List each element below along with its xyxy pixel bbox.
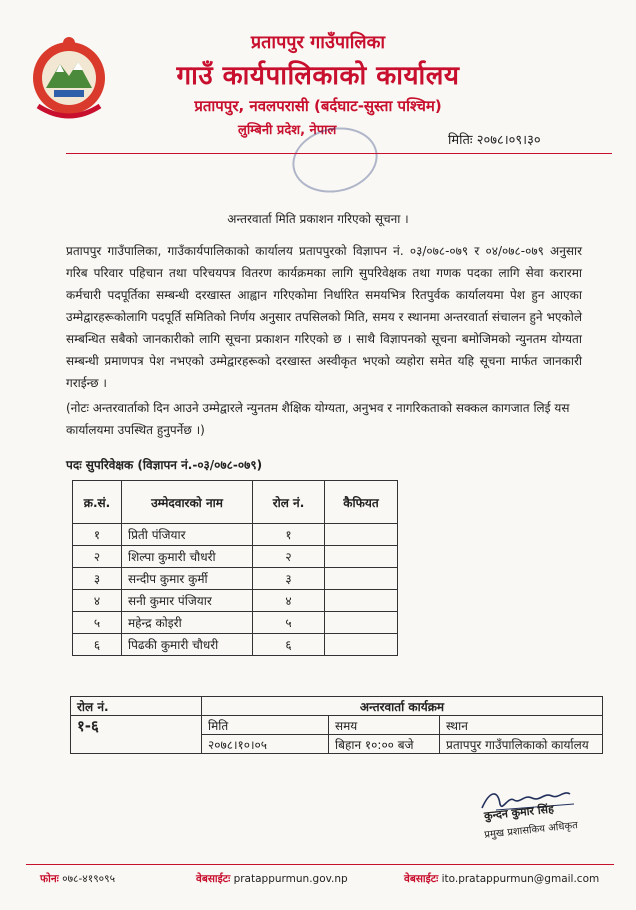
cell-name: प्रिती पंजियार xyxy=(122,524,253,546)
website-label: वेबसाईटः xyxy=(196,873,231,885)
notice-note: (नोटः अन्तरवार्ताको दिन आउने उम्मेद्वारले न्युनतम शैक्षिक योग्यता, अनुभव र नागरिकताको सक्कल कागजात लिई यस कार्यालयमा उपस्थित हुनुपर्नेछ ।) xyxy=(66,401,570,437)
interview-place: प्रतापपुर गाउँपालिकाको कार्यालय xyxy=(440,735,603,754)
cell-name: सनी कुमार पंजियार xyxy=(122,590,253,612)
roll-header: रोल नं. xyxy=(71,697,202,716)
interview-header-row xyxy=(71,697,603,716)
cell-sn: ५ xyxy=(73,612,122,634)
notice-paragraph: प्रतापपुर गाउँपालिका, गाउँकार्यपालिकाको कार्यालय प्रतापपुरको विज्ञापन नं. ०३/०७८-०७९ र ०४/०७८-०७९ अनुसार गरिब परिवार पहिचान तथा परिचयपत्र वितरण कार्यक्रमका लागि सुपरिवेक्षक तथा गणक पदका लागि सेवा करारमा कर्मचारी पदपूर्तिका सम्बन्धी दरखास्त आह्वान गरिएकोमा निर्धारित समयभित्र रितपुर्वक कार्यालयमा पेश हुन आएका उम्मेद्वारहरूकोलागि पदपूर्ति समितिको निर्णय अनुसार तपसिलको मिति, समय र स्थानमा अन्तरवार्ता संचालन हुने भएकोले सम्बन्धित सबैको जानकारीको लागि सूचना प्रकाशन गरिएको छ । साथै विज्ञापनको सूचना बमोजिमको न्युनतम योग्यता सम्बन्धी प्रमाणपत्र पेश नभएको उम्मेद्वारहरूको दरखास्त अस्वीकृत भएको व्यहोरा समेत यहि सूचना मार्फत जानकारी गराईन्छ । xyxy=(66,244,582,390)
candidates-table xyxy=(72,480,398,656)
post-title: पदः सुपरिवेक्षक (विज्ञापन नं.-०३/०७८-०७९) xyxy=(66,458,263,472)
email-label: वेबसाईटः xyxy=(404,873,439,885)
col-header-sn: क्र.सं. xyxy=(73,481,122,524)
date-value: २०७८।०९।३० xyxy=(476,133,541,148)
col-header-place: स्थान xyxy=(440,716,603,735)
footer-email xyxy=(404,872,599,886)
cell-remarks xyxy=(325,546,398,568)
footer-website xyxy=(196,872,348,886)
table-row xyxy=(73,612,398,634)
footer-divider xyxy=(26,864,614,865)
cell-sn: ३ xyxy=(73,568,122,590)
cell-roll: ४ xyxy=(253,590,325,612)
table-row xyxy=(73,590,398,612)
date-label: मितिः xyxy=(448,133,473,148)
province-name: लुम्बिनी प्रदेश, नेपाल xyxy=(238,123,337,138)
cell-sn: १ xyxy=(73,524,122,546)
cell-sn: ६ xyxy=(73,634,122,656)
cell-name: शिल्पा कुमारी चौधरी xyxy=(122,546,253,568)
interview-time: बिहान १०:०० बजे xyxy=(329,735,440,754)
col-header-roll: रोल नं. xyxy=(253,481,325,524)
signatory-name: कुन्दन कुमार सिंह xyxy=(483,802,555,823)
cell-remarks xyxy=(325,590,398,612)
interview-subheader-row xyxy=(71,716,603,735)
cell-remarks xyxy=(325,612,398,634)
office-name: गाउँ कार्यपालिकाको कार्यालय xyxy=(176,61,460,91)
cell-roll: ५ xyxy=(253,612,325,634)
cell-roll: ३ xyxy=(253,568,325,590)
col-header-name: उम्मेदवारको नाम xyxy=(122,481,253,524)
cell-name: पिढकी कुमारी चौधरी xyxy=(122,634,253,656)
phone-label: फोनः xyxy=(40,873,59,885)
col-header-remarks: कैफियत xyxy=(325,481,398,524)
email-address: ito.pratappurmun@gmail.com xyxy=(441,873,600,885)
cell-remarks xyxy=(325,524,398,546)
office-address: प्रतापपुर, नवलपरासी (बर्दघाट-सुस्ता पश्चिम) xyxy=(194,97,442,115)
footer-phone xyxy=(40,872,115,886)
table-row xyxy=(73,546,398,568)
cell-name: महेन्द्र कोइरी xyxy=(122,612,253,634)
roll-range: १-६ xyxy=(71,716,202,754)
table-row xyxy=(73,568,398,590)
cell-remarks xyxy=(325,634,398,656)
municipality-name: प्रतापपुर गाउँपालिका xyxy=(250,32,386,53)
signatory-title: प्रमुख प्रशासकिय अधिकृत xyxy=(483,820,579,841)
issue-date xyxy=(448,130,541,148)
website-url: pratappurmun.gov.np xyxy=(233,873,348,885)
cell-roll: १ xyxy=(253,524,325,546)
cell-remarks xyxy=(325,568,398,590)
table-row xyxy=(73,634,398,656)
cell-sn: २ xyxy=(73,546,122,568)
program-header: अन्तरवार्ता कार्यक्रम xyxy=(202,697,603,716)
interview-schedule-table xyxy=(70,696,603,754)
interview-date: २०७८।१०।०५ xyxy=(202,735,329,754)
col-header-time: समय xyxy=(329,716,440,735)
cell-name: सन्दीप कुमार कुर्मी xyxy=(122,568,253,590)
header-divider xyxy=(66,153,612,154)
cell-roll: २ xyxy=(253,546,325,568)
cell-sn: ४ xyxy=(73,590,122,612)
table-row xyxy=(73,524,398,546)
col-header-date: मिति xyxy=(202,716,329,735)
cell-roll: ६ xyxy=(253,634,325,656)
phone-number: ०७८-४१९०९५ xyxy=(62,873,116,885)
notice-subject: अन्तरवार्ता मिति प्रकाशन गरिएको सूचना । xyxy=(227,212,409,226)
table-header-row xyxy=(73,481,398,524)
